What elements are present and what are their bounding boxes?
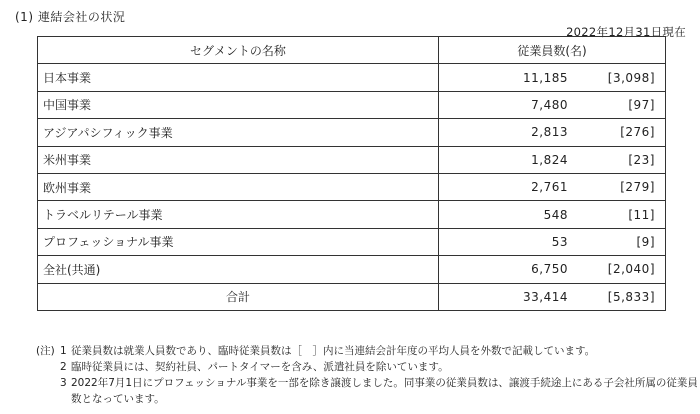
segment-employee-table [37,36,666,311]
footnote [37,343,677,359]
employee-count: 1,824 [531,152,568,167]
employee-cell [439,146,666,173]
employee-count: 548 [543,207,568,222]
as-of-date: 2022年12月31日現在 [566,25,686,39]
header-segment-name: セグメントの名称 [38,37,439,64]
total-label: 合計 [38,283,439,310]
table-total-row [38,283,666,310]
employee-cell [439,91,666,118]
temporary-employee-count: [9] [636,234,655,249]
section-title: (1) 連結会社の状況 [15,10,126,24]
segment-name: 欧州事業 [38,173,439,200]
temporary-employee-count: [279] [620,180,655,195]
table-row [38,119,666,146]
segment-name: プロフェッショナル事業 [38,228,439,255]
footnotes [36,343,698,407]
footnote-text: 2022年7月1日にプロフェッショナル事業を一部を除き譲渡しました。同事業の従業員数は、譲渡手続途上にある子会社所属の従業員 [71,377,698,389]
employee-cell [439,173,666,200]
total-temporary-employee-count: [5,833] [607,289,655,304]
footnote [37,375,698,391]
employee-cell [439,228,666,255]
temporary-employee-count: [23] [628,152,655,167]
employee-count: 53 [551,234,568,249]
table-row [38,173,666,200]
temporary-employee-count: [11] [628,207,655,222]
employee-cell [439,64,666,91]
employee-cell [439,119,666,146]
segment-name: アジアパシフィック事業 [38,119,439,146]
table-row [38,91,666,118]
employee-count: 2,813 [531,125,568,140]
employee-cell [439,201,666,228]
temporary-employee-count: [3,098] [607,70,655,85]
footnote-text: 臨時従業員には、契約社員、パートタイマーを含み、派遣社員を除いています。 [71,361,449,373]
footnote-continuation: 数となっています。 [71,393,165,405]
temporary-employee-count: [97] [628,97,655,112]
table-row [38,256,666,283]
employee-cell [439,256,666,283]
table-row [38,64,666,91]
segment-name: 米州事業 [38,146,439,173]
table-row [38,201,666,228]
segment-name: 日本事業 [38,64,439,91]
employee-count: 7,480 [531,97,568,112]
segment-name: トラベルリテール事業 [38,201,439,228]
header-employee-count: 従業員数(名) [439,37,666,64]
table-row [38,228,666,255]
employee-count: 2,761 [531,180,568,195]
employee-count: 11,185 [523,70,568,85]
footnote [37,359,677,375]
footnote-number: 1 [60,345,67,357]
segment-name: 中国事業 [38,91,439,118]
footnote-number: 3 [60,377,67,389]
footnote-prefix: (注) [36,345,55,357]
table-header-row [38,37,666,64]
footnote-number: 2 [60,361,67,373]
footnote-text: 従業員数は就業人員数であり、臨時従業員数は［ ］内に当連結会計年度の平均人員を外数で記載しています。 [71,345,596,357]
table-row [38,146,666,173]
temporary-employee-count: [2,040] [607,262,655,277]
employee-cell [439,283,666,310]
total-employee-count: 33,414 [523,289,568,304]
employee-count: 6,750 [531,262,568,277]
segment-name: 全社(共通) [38,256,439,283]
temporary-employee-count: [276] [620,125,655,140]
